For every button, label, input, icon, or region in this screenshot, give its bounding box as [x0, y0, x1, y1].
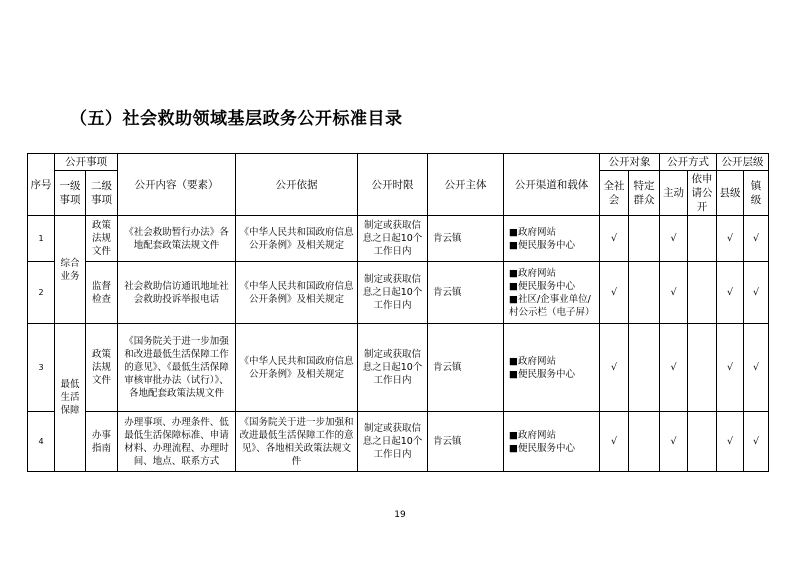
- row-proactive: √: [660, 216, 688, 262]
- row-channels: [504, 216, 600, 262]
- row-level2: 政策法规文件: [86, 324, 118, 412]
- row-subject: 肯云镇: [428, 324, 504, 412]
- table-row: [28, 262, 769, 324]
- row-whole-society: √: [600, 216, 629, 262]
- header-subject: 公开主体: [428, 154, 504, 216]
- row-basis: 《中华人民共和国政府信息公开条例》及相关规定: [236, 262, 358, 324]
- channel-item: ■便民服务中心: [509, 280, 575, 292]
- header-on-request: 依申请公开: [688, 171, 717, 216]
- header-level: 公开层级: [717, 154, 769, 171]
- row-on-request: [688, 324, 717, 412]
- row-channels: [504, 412, 600, 472]
- row-deadline: 制定或获取信息之日起10个工作日内: [358, 324, 428, 412]
- row-content: 《国务院关于进一步加强和改进最低生活保障工作的意见》、《最低生活保障审核审批办法（试行）》、各地配套政策法规文件: [118, 324, 236, 412]
- row-level2: 政策法规文件: [86, 216, 118, 262]
- header-channel: 公开渠道和载体: [504, 154, 600, 216]
- row-content: 《社会救助暂行办法》各地配套政策法规文件: [118, 216, 236, 262]
- row-seq: 4: [28, 412, 55, 472]
- row-seq: 1: [28, 216, 55, 262]
- channel-item: ■便民服务中心: [509, 368, 575, 380]
- channel-item: ■政府网站: [509, 226, 556, 238]
- page-title: （五）社会救助领域基层政务公开标准目录: [70, 109, 403, 129]
- row-on-request: [688, 412, 717, 472]
- header-matters: 公开事项: [55, 154, 118, 171]
- row-town: √: [744, 412, 769, 472]
- row-whole-society: √: [600, 412, 629, 472]
- row-county: √: [717, 412, 744, 472]
- standard-catalog-table: [27, 153, 769, 472]
- row-subject: 肯云镇: [428, 262, 504, 324]
- group-name: 最低生活保障: [55, 324, 86, 472]
- row-county: √: [717, 324, 744, 412]
- header-seq: 序号: [28, 154, 55, 216]
- row-channels: [504, 324, 600, 412]
- row-town: √: [744, 262, 769, 324]
- header-deadline: 公开时限: [358, 154, 428, 216]
- row-specific-groups: [629, 412, 660, 472]
- row-whole-society: √: [600, 324, 629, 412]
- header-proactive: 主动: [660, 171, 688, 216]
- row-on-request: [688, 216, 717, 262]
- row-deadline: 制定或获取信息之日起10个工作日内: [358, 262, 428, 324]
- channel-item: ■便民服务中心: [509, 442, 575, 454]
- row-seq: 2: [28, 262, 55, 324]
- row-channels: [504, 262, 600, 324]
- channel-item: ■社区/企事业单位/村公示栏（电子屏）: [509, 293, 595, 318]
- row-specific-groups: [629, 324, 660, 412]
- channel-item: ■政府网站: [509, 267, 556, 279]
- row-deadline: 制定或获取信息之日起10个工作日内: [358, 412, 428, 472]
- header-county: 县级: [717, 171, 744, 216]
- table-row: [28, 324, 769, 412]
- row-specific-groups: [629, 216, 660, 262]
- header-basis: 公开依据: [236, 154, 358, 216]
- row-proactive: √: [660, 262, 688, 324]
- header-target: 公开对象: [600, 154, 660, 171]
- page-number: 19: [394, 510, 406, 520]
- row-content: 社会救助信访通讯地址社会救助投诉举报电话: [118, 262, 236, 324]
- row-seq: 3: [28, 324, 55, 412]
- table-row: [28, 412, 769, 472]
- row-proactive: √: [660, 324, 688, 412]
- row-basis: 《国务院关于进一步加强和改进最低生活保障工作的意见》、各地相关政策法规文件: [236, 412, 358, 472]
- header-town: 镇级: [744, 171, 769, 216]
- row-town: √: [744, 216, 769, 262]
- channel-item: ■政府网站: [509, 429, 556, 441]
- row-content: 办理事项、办理条件、低最低生活保障标准、申请材料、办理流程、办理时间、地点、联系方式: [118, 412, 236, 472]
- row-level2: 监督检查: [86, 262, 118, 324]
- row-town: √: [744, 324, 769, 412]
- header-specific-groups: 特定群众: [629, 171, 660, 216]
- row-on-request: [688, 262, 717, 324]
- header-content: 公开内容（要素）: [118, 154, 236, 216]
- header-method: 公开方式: [660, 154, 717, 171]
- row-whole-society: √: [600, 262, 629, 324]
- row-deadline: 制定或获取信息之日起10个工作日内: [358, 216, 428, 262]
- row-basis: 《中华人民共和国政府信息公开条例》及相关规定: [236, 216, 358, 262]
- row-subject: 肯云镇: [428, 216, 504, 262]
- row-county: √: [717, 216, 744, 262]
- group-name: 综合业务: [55, 216, 86, 324]
- row-subject: 肯云镇: [428, 412, 504, 472]
- row-level2: 办事指南: [86, 412, 118, 472]
- row-county: √: [717, 262, 744, 324]
- row-basis: 《中华人民共和国政府信息公开条例》及相关规定: [236, 324, 358, 412]
- row-proactive: √: [660, 412, 688, 472]
- channel-item: ■政府网站: [509, 355, 556, 367]
- header-level2: 二级事项: [86, 171, 118, 216]
- row-specific-groups: [629, 262, 660, 324]
- channel-item: ■便民服务中心: [509, 239, 575, 251]
- header-whole-society: 全社会: [600, 171, 629, 216]
- table-row: [28, 216, 769, 262]
- header-level1: 一级事项: [55, 171, 86, 216]
